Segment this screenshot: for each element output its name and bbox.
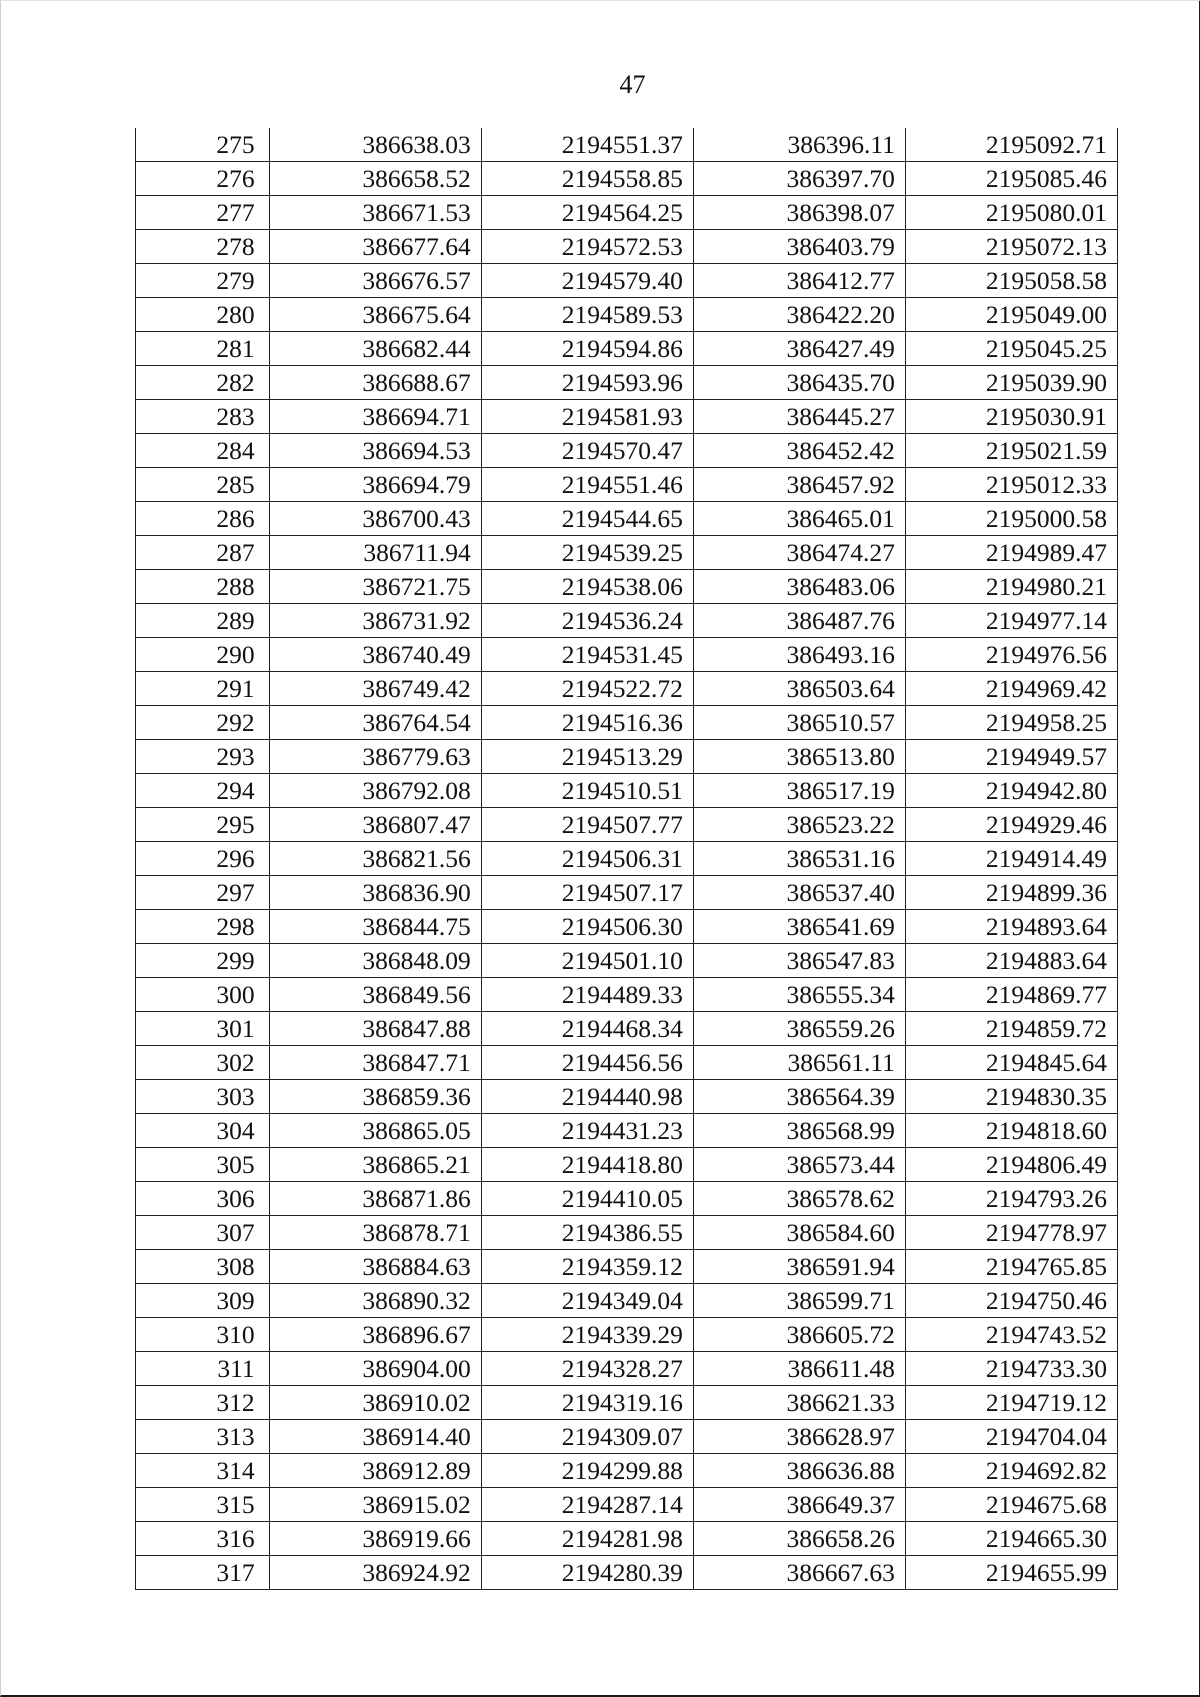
x2-coordinate-cell: 386658.26 — [693, 1522, 905, 1556]
x2-coordinate-cell: 386559.26 — [693, 1012, 905, 1046]
y2-coordinate-cell: 2194958.25 — [905, 706, 1117, 740]
point-number-cell: 294 — [136, 774, 270, 808]
x2-coordinate-cell: 386628.97 — [693, 1420, 905, 1454]
y1-coordinate-cell: 2194418.80 — [481, 1148, 693, 1182]
point-number-cell: 296 — [136, 842, 270, 876]
point-number-cell: 288 — [136, 570, 270, 604]
x2-coordinate-cell: 386517.19 — [693, 774, 905, 808]
y2-coordinate-cell: 2195072.13 — [905, 230, 1117, 264]
x2-coordinate-cell: 386621.33 — [693, 1386, 905, 1420]
table-row — [136, 1114, 1118, 1148]
y1-coordinate-cell: 2194506.30 — [481, 910, 693, 944]
x1-coordinate-cell: 386694.53 — [269, 434, 481, 468]
table-row — [136, 1454, 1118, 1488]
point-number-cell: 293 — [136, 740, 270, 774]
y1-coordinate-cell: 2194544.65 — [481, 502, 693, 536]
x2-coordinate-cell: 386503.64 — [693, 672, 905, 706]
x1-coordinate-cell: 386676.57 — [269, 264, 481, 298]
point-number-cell: 300 — [136, 978, 270, 1012]
y2-coordinate-cell: 2195039.90 — [905, 366, 1117, 400]
y2-coordinate-cell: 2194655.99 — [905, 1556, 1117, 1590]
x1-coordinate-cell: 386807.47 — [269, 808, 481, 842]
y2-coordinate-cell: 2194929.46 — [905, 808, 1117, 842]
point-number-cell: 277 — [136, 196, 270, 230]
point-number-cell: 280 — [136, 298, 270, 332]
y2-coordinate-cell: 2194914.49 — [905, 842, 1117, 876]
x2-coordinate-cell: 386435.70 — [693, 366, 905, 400]
y1-coordinate-cell: 2194522.72 — [481, 672, 693, 706]
x1-coordinate-cell: 386890.32 — [269, 1284, 481, 1318]
point-number-cell: 278 — [136, 230, 270, 264]
x1-coordinate-cell: 386904.00 — [269, 1352, 481, 1386]
y2-coordinate-cell: 2194859.72 — [905, 1012, 1117, 1046]
y1-coordinate-cell: 2194513.29 — [481, 740, 693, 774]
table-row — [136, 944, 1118, 978]
x2-coordinate-cell: 386398.07 — [693, 196, 905, 230]
y1-coordinate-cell: 2194572.53 — [481, 230, 693, 264]
y2-coordinate-cell: 2195030.91 — [905, 400, 1117, 434]
table-row — [136, 808, 1118, 842]
point-number-cell: 287 — [136, 536, 270, 570]
x1-coordinate-cell: 386919.66 — [269, 1522, 481, 1556]
table-row — [136, 264, 1118, 298]
x1-coordinate-cell: 386871.86 — [269, 1182, 481, 1216]
table-row — [136, 604, 1118, 638]
y2-coordinate-cell: 2194949.57 — [905, 740, 1117, 774]
y2-coordinate-cell: 2194869.77 — [905, 978, 1117, 1012]
y2-coordinate-cell: 2194883.64 — [905, 944, 1117, 978]
point-number-cell: 314 — [136, 1454, 270, 1488]
point-number-cell: 309 — [136, 1284, 270, 1318]
x2-coordinate-cell: 386667.63 — [693, 1556, 905, 1590]
point-number-cell: 312 — [136, 1386, 270, 1420]
y1-coordinate-cell: 2194319.16 — [481, 1386, 693, 1420]
table-row — [136, 230, 1118, 264]
x1-coordinate-cell: 386859.36 — [269, 1080, 481, 1114]
table-row — [136, 1216, 1118, 1250]
x1-coordinate-cell: 386914.40 — [269, 1420, 481, 1454]
table-row — [136, 740, 1118, 774]
point-number-cell: 279 — [136, 264, 270, 298]
y2-coordinate-cell: 2194750.46 — [905, 1284, 1117, 1318]
y1-coordinate-cell: 2194589.53 — [481, 298, 693, 332]
x2-coordinate-cell: 386605.72 — [693, 1318, 905, 1352]
x2-coordinate-cell: 386427.49 — [693, 332, 905, 366]
y1-coordinate-cell: 2194536.24 — [481, 604, 693, 638]
point-number-cell: 308 — [136, 1250, 270, 1284]
x1-coordinate-cell: 386912.89 — [269, 1454, 481, 1488]
point-number-cell: 313 — [136, 1420, 270, 1454]
x2-coordinate-cell: 386578.62 — [693, 1182, 905, 1216]
point-number-cell: 303 — [136, 1080, 270, 1114]
x1-coordinate-cell: 386740.49 — [269, 638, 481, 672]
x1-coordinate-cell: 386884.63 — [269, 1250, 481, 1284]
y1-coordinate-cell: 2194510.51 — [481, 774, 693, 808]
y2-coordinate-cell: 2194778.97 — [905, 1216, 1117, 1250]
y1-coordinate-cell: 2194516.36 — [481, 706, 693, 740]
table-row — [136, 1556, 1118, 1590]
table-row — [136, 1522, 1118, 1556]
y1-coordinate-cell: 2194299.88 — [481, 1454, 693, 1488]
x1-coordinate-cell: 386688.67 — [269, 366, 481, 400]
y1-coordinate-cell: 2194531.45 — [481, 638, 693, 672]
y1-coordinate-cell: 2194551.37 — [481, 128, 693, 162]
point-number-cell: 295 — [136, 808, 270, 842]
y2-coordinate-cell: 2195049.00 — [905, 298, 1117, 332]
point-number-cell: 305 — [136, 1148, 270, 1182]
y2-coordinate-cell: 2194989.47 — [905, 536, 1117, 570]
table-row — [136, 1148, 1118, 1182]
x2-coordinate-cell: 386523.22 — [693, 808, 905, 842]
y1-coordinate-cell: 2194593.96 — [481, 366, 693, 400]
table-row — [136, 128, 1118, 162]
y2-coordinate-cell: 2194893.64 — [905, 910, 1117, 944]
point-number-cell: 307 — [136, 1216, 270, 1250]
y1-coordinate-cell: 2194468.34 — [481, 1012, 693, 1046]
x2-coordinate-cell: 386564.39 — [693, 1080, 905, 1114]
table-row — [136, 332, 1118, 366]
point-number-cell: 286 — [136, 502, 270, 536]
x1-coordinate-cell: 386675.64 — [269, 298, 481, 332]
point-number-cell: 299 — [136, 944, 270, 978]
y1-coordinate-cell: 2194507.77 — [481, 808, 693, 842]
y2-coordinate-cell: 2195045.25 — [905, 332, 1117, 366]
y1-coordinate-cell: 2194570.47 — [481, 434, 693, 468]
coordinates-table — [135, 128, 1118, 1590]
y2-coordinate-cell: 2194704.04 — [905, 1420, 1117, 1454]
y2-coordinate-cell: 2194977.14 — [905, 604, 1117, 638]
x1-coordinate-cell: 386721.75 — [269, 570, 481, 604]
table-row — [136, 196, 1118, 230]
x1-coordinate-cell: 386878.71 — [269, 1216, 481, 1250]
y1-coordinate-cell: 2194489.33 — [481, 978, 693, 1012]
y1-coordinate-cell: 2194349.04 — [481, 1284, 693, 1318]
x1-coordinate-cell: 386671.53 — [269, 196, 481, 230]
y2-coordinate-cell: 2194665.30 — [905, 1522, 1117, 1556]
y2-coordinate-cell: 2194743.52 — [905, 1318, 1117, 1352]
y1-coordinate-cell: 2194431.23 — [481, 1114, 693, 1148]
table-row — [136, 1284, 1118, 1318]
x2-coordinate-cell: 386537.40 — [693, 876, 905, 910]
y2-coordinate-cell: 2194692.82 — [905, 1454, 1117, 1488]
x2-coordinate-cell: 386412.77 — [693, 264, 905, 298]
x2-coordinate-cell: 386452.42 — [693, 434, 905, 468]
y2-coordinate-cell: 2194818.60 — [905, 1114, 1117, 1148]
y1-coordinate-cell: 2194594.86 — [481, 332, 693, 366]
table-row — [136, 1352, 1118, 1386]
x1-coordinate-cell: 386924.92 — [269, 1556, 481, 1590]
point-number-cell: 285 — [136, 468, 270, 502]
y1-coordinate-cell: 2194506.31 — [481, 842, 693, 876]
x1-coordinate-cell: 386847.88 — [269, 1012, 481, 1046]
x2-coordinate-cell: 386457.92 — [693, 468, 905, 502]
x2-coordinate-cell: 386445.27 — [693, 400, 905, 434]
y2-coordinate-cell: 2195000.58 — [905, 502, 1117, 536]
x2-coordinate-cell: 386611.48 — [693, 1352, 905, 1386]
table-row — [136, 570, 1118, 604]
x2-coordinate-cell: 386649.37 — [693, 1488, 905, 1522]
x1-coordinate-cell: 386910.02 — [269, 1386, 481, 1420]
y2-coordinate-cell: 2195058.58 — [905, 264, 1117, 298]
y1-coordinate-cell: 2194539.25 — [481, 536, 693, 570]
x2-coordinate-cell: 386493.16 — [693, 638, 905, 672]
x1-coordinate-cell: 386849.56 — [269, 978, 481, 1012]
table-row — [136, 1250, 1118, 1284]
x1-coordinate-cell: 386896.67 — [269, 1318, 481, 1352]
y2-coordinate-cell: 2195021.59 — [905, 434, 1117, 468]
y1-coordinate-cell: 2194410.05 — [481, 1182, 693, 1216]
x1-coordinate-cell: 386749.42 — [269, 672, 481, 706]
table-row — [136, 706, 1118, 740]
y1-coordinate-cell: 2194456.56 — [481, 1046, 693, 1080]
x2-coordinate-cell: 386584.60 — [693, 1216, 905, 1250]
y1-coordinate-cell: 2194501.10 — [481, 944, 693, 978]
y2-coordinate-cell: 2194765.85 — [905, 1250, 1117, 1284]
point-number-cell: 297 — [136, 876, 270, 910]
x2-coordinate-cell: 386561.11 — [693, 1046, 905, 1080]
table-row — [136, 978, 1118, 1012]
x2-coordinate-cell: 386568.99 — [693, 1114, 905, 1148]
y1-coordinate-cell: 2194386.55 — [481, 1216, 693, 1250]
x2-coordinate-cell: 386591.94 — [693, 1250, 905, 1284]
x1-coordinate-cell: 386694.71 — [269, 400, 481, 434]
x1-coordinate-cell: 386847.71 — [269, 1046, 481, 1080]
x2-coordinate-cell: 386636.88 — [693, 1454, 905, 1488]
point-number-cell: 291 — [136, 672, 270, 706]
y1-coordinate-cell: 2194281.98 — [481, 1522, 693, 1556]
x1-coordinate-cell: 386844.75 — [269, 910, 481, 944]
x1-coordinate-cell: 386865.05 — [269, 1114, 481, 1148]
y2-coordinate-cell: 2195080.01 — [905, 196, 1117, 230]
y1-coordinate-cell: 2194328.27 — [481, 1352, 693, 1386]
x2-coordinate-cell: 386465.01 — [693, 502, 905, 536]
x1-coordinate-cell: 386915.02 — [269, 1488, 481, 1522]
y2-coordinate-cell: 2195092.71 — [905, 128, 1117, 162]
y1-coordinate-cell: 2194440.98 — [481, 1080, 693, 1114]
y1-coordinate-cell: 2194309.07 — [481, 1420, 693, 1454]
table-row — [136, 638, 1118, 672]
x1-coordinate-cell: 386638.03 — [269, 128, 481, 162]
x2-coordinate-cell: 386474.27 — [693, 536, 905, 570]
table-row — [136, 1046, 1118, 1080]
x2-coordinate-cell: 386403.79 — [693, 230, 905, 264]
table-row — [136, 536, 1118, 570]
x1-coordinate-cell: 386848.09 — [269, 944, 481, 978]
table-row — [136, 1488, 1118, 1522]
y1-coordinate-cell: 2194359.12 — [481, 1250, 693, 1284]
page-number: 47 — [619, 70, 646, 99]
y1-coordinate-cell: 2194564.25 — [481, 196, 693, 230]
table-row — [136, 434, 1118, 468]
y1-coordinate-cell: 2194339.29 — [481, 1318, 693, 1352]
y2-coordinate-cell: 2194899.36 — [905, 876, 1117, 910]
table-row — [136, 1012, 1118, 1046]
x1-coordinate-cell: 386711.94 — [269, 536, 481, 570]
y2-coordinate-cell: 2194969.42 — [905, 672, 1117, 706]
x1-coordinate-cell: 386658.52 — [269, 162, 481, 196]
table-row — [136, 1386, 1118, 1420]
point-number-cell: 275 — [136, 128, 270, 162]
y2-coordinate-cell: 2194719.12 — [905, 1386, 1117, 1420]
x1-coordinate-cell: 386821.56 — [269, 842, 481, 876]
point-number-cell: 301 — [136, 1012, 270, 1046]
point-number-cell: 304 — [136, 1114, 270, 1148]
y1-coordinate-cell: 2194280.39 — [481, 1556, 693, 1590]
point-number-cell: 292 — [136, 706, 270, 740]
point-number-cell: 316 — [136, 1522, 270, 1556]
x2-coordinate-cell: 386555.34 — [693, 978, 905, 1012]
y2-coordinate-cell: 2194980.21 — [905, 570, 1117, 604]
y2-coordinate-cell: 2194733.30 — [905, 1352, 1117, 1386]
y2-coordinate-cell: 2194845.64 — [905, 1046, 1117, 1080]
table-row — [136, 1182, 1118, 1216]
x1-coordinate-cell: 386700.43 — [269, 502, 481, 536]
x2-coordinate-cell: 386397.70 — [693, 162, 905, 196]
x2-coordinate-cell: 386422.20 — [693, 298, 905, 332]
point-number-cell: 276 — [136, 162, 270, 196]
x2-coordinate-cell: 386487.76 — [693, 604, 905, 638]
y1-coordinate-cell: 2194558.85 — [481, 162, 693, 196]
x1-coordinate-cell: 386865.21 — [269, 1148, 481, 1182]
point-number-cell: 302 — [136, 1046, 270, 1080]
point-number-cell: 298 — [136, 910, 270, 944]
point-number-cell: 310 — [136, 1318, 270, 1352]
y2-coordinate-cell: 2194976.56 — [905, 638, 1117, 672]
table-row — [136, 162, 1118, 196]
x1-coordinate-cell: 386779.63 — [269, 740, 481, 774]
x2-coordinate-cell: 386510.57 — [693, 706, 905, 740]
point-number-cell: 283 — [136, 400, 270, 434]
x2-coordinate-cell: 386513.80 — [693, 740, 905, 774]
x1-coordinate-cell: 386731.92 — [269, 604, 481, 638]
table-row — [136, 910, 1118, 944]
y2-coordinate-cell: 2195012.33 — [905, 468, 1117, 502]
y1-coordinate-cell: 2194551.46 — [481, 468, 693, 502]
x1-coordinate-cell: 386764.54 — [269, 706, 481, 740]
point-number-cell: 317 — [136, 1556, 270, 1590]
point-number-cell: 281 — [136, 332, 270, 366]
table-row — [136, 400, 1118, 434]
y1-coordinate-cell: 2194287.14 — [481, 1488, 693, 1522]
y1-coordinate-cell: 2194507.17 — [481, 876, 693, 910]
x2-coordinate-cell: 386483.06 — [693, 570, 905, 604]
table-row — [136, 298, 1118, 332]
table-row — [136, 1080, 1118, 1114]
y1-coordinate-cell: 2194579.40 — [481, 264, 693, 298]
table-row — [136, 1318, 1118, 1352]
point-number-cell: 284 — [136, 434, 270, 468]
point-number-cell: 315 — [136, 1488, 270, 1522]
x2-coordinate-cell: 386599.71 — [693, 1284, 905, 1318]
table-row — [136, 774, 1118, 808]
x2-coordinate-cell: 386396.11 — [693, 128, 905, 162]
y2-coordinate-cell: 2194942.80 — [905, 774, 1117, 808]
point-number-cell: 290 — [136, 638, 270, 672]
x2-coordinate-cell: 386541.69 — [693, 910, 905, 944]
table-row — [136, 876, 1118, 910]
table-row — [136, 672, 1118, 706]
y2-coordinate-cell: 2194830.35 — [905, 1080, 1117, 1114]
x2-coordinate-cell: 386547.83 — [693, 944, 905, 978]
point-number-cell: 289 — [136, 604, 270, 638]
x1-coordinate-cell: 386694.79 — [269, 468, 481, 502]
x2-coordinate-cell: 386531.16 — [693, 842, 905, 876]
y1-coordinate-cell: 2194581.93 — [481, 400, 693, 434]
x1-coordinate-cell: 386682.44 — [269, 332, 481, 366]
y1-coordinate-cell: 2194538.06 — [481, 570, 693, 604]
table-row — [136, 502, 1118, 536]
x1-coordinate-cell: 386677.64 — [269, 230, 481, 264]
table-row — [136, 468, 1118, 502]
x1-coordinate-cell: 386792.08 — [269, 774, 481, 808]
point-number-cell: 306 — [136, 1182, 270, 1216]
table-row — [136, 366, 1118, 400]
coordinates-table-body — [136, 128, 1118, 1590]
y2-coordinate-cell: 2194806.49 — [905, 1148, 1117, 1182]
y2-coordinate-cell: 2194675.68 — [905, 1488, 1117, 1522]
x2-coordinate-cell: 386573.44 — [693, 1148, 905, 1182]
point-number-cell: 311 — [136, 1352, 270, 1386]
y2-coordinate-cell: 2194793.26 — [905, 1182, 1117, 1216]
table-row — [136, 842, 1118, 876]
table-row — [136, 1420, 1118, 1454]
point-number-cell: 282 — [136, 366, 270, 400]
x1-coordinate-cell: 386836.90 — [269, 876, 481, 910]
y2-coordinate-cell: 2195085.46 — [905, 162, 1117, 196]
